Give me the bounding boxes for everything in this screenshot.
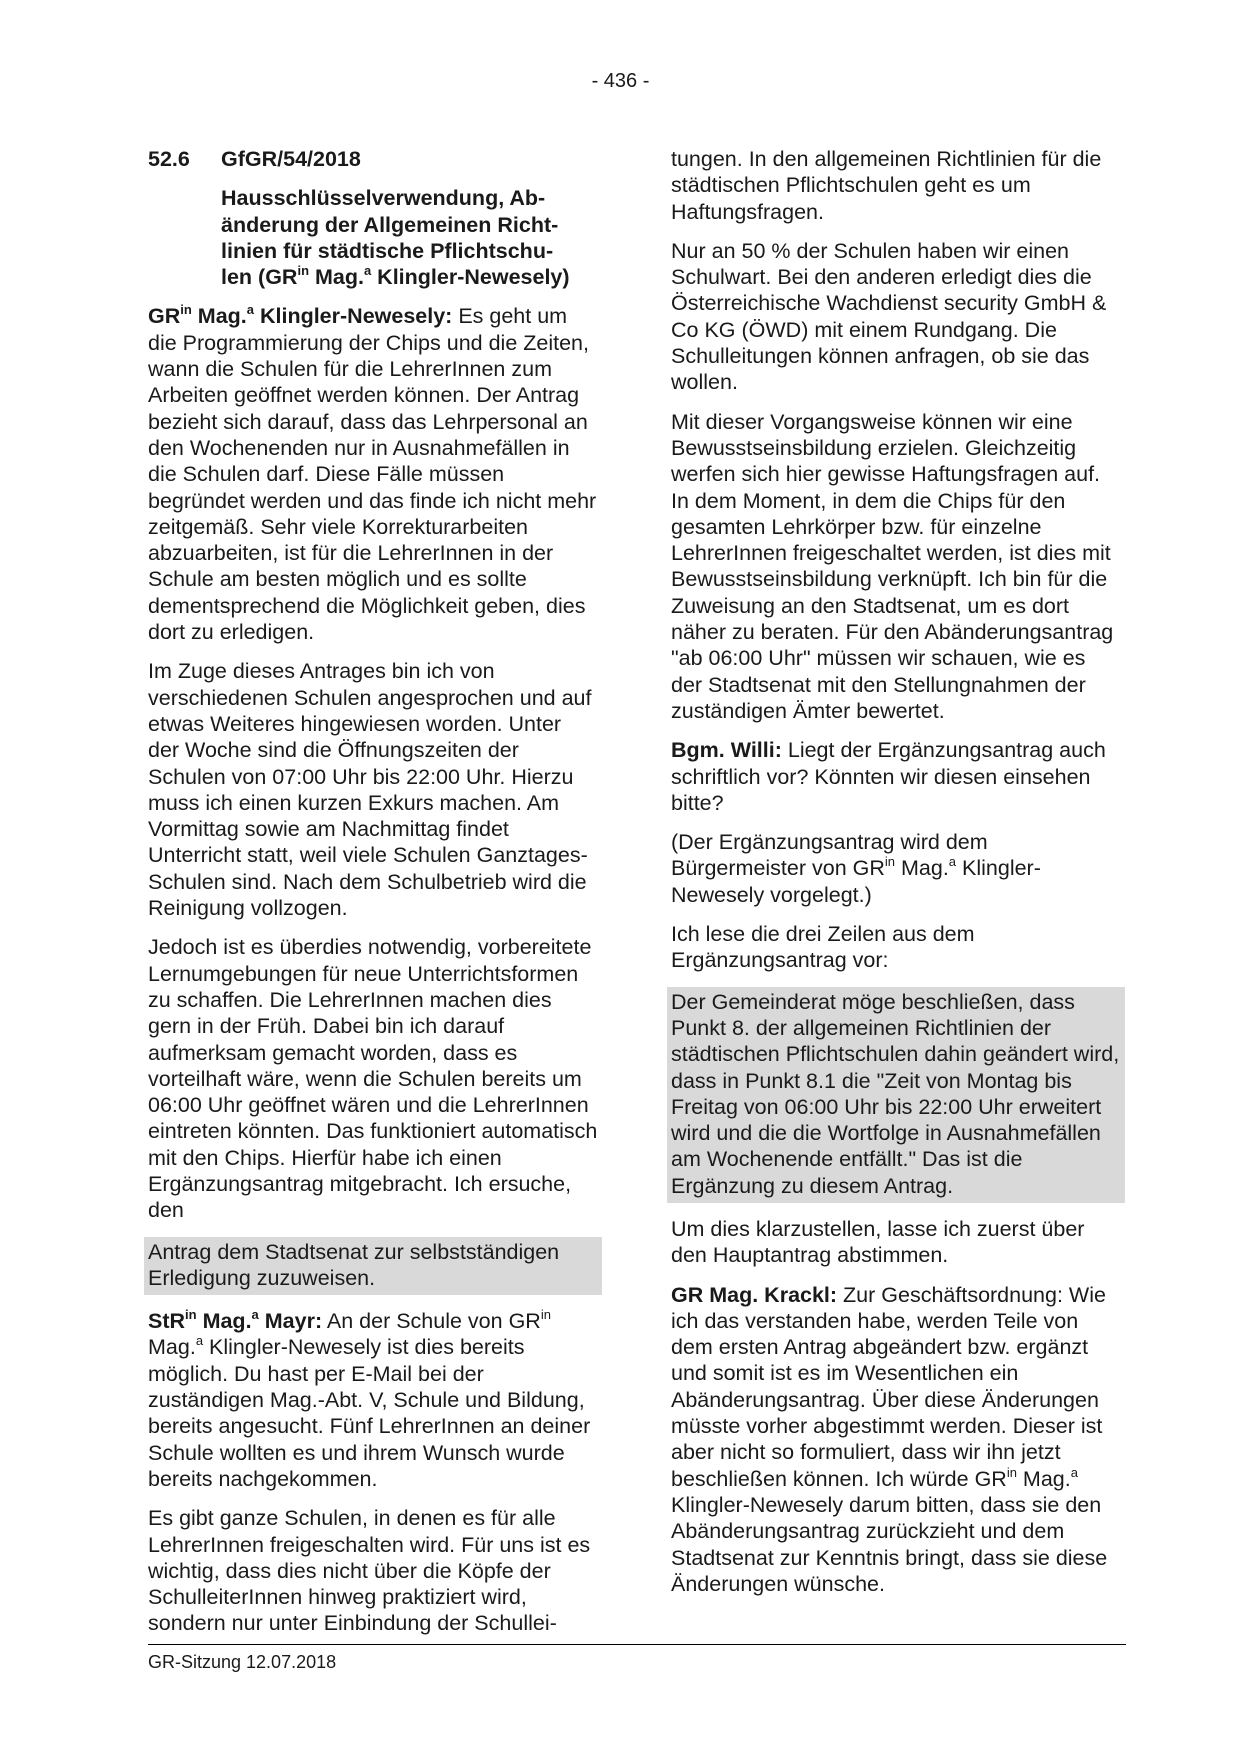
speaker-name: $GR^{in}$ Mag.$^a$ Klingler-Newesely:	[148, 302, 453, 329]
section-number: 52.6	[148, 147, 190, 171]
section-heading	[148, 146, 598, 172]
paragraph-willi	[671, 737, 1121, 816]
paragraph-krackl: GR Mag. Krackl: Zur Geschäftsordnung: Wie ich das verstanden habe, werden Teile von dem ersten Antrag abgeändert bzw. ergänzt und somit ist es im Wesentlichen ein Abänderungsantrag. Über diese Änderungen müsste vorher abgestimmt werden. Dieser ist aber nicht so formuliert, dass wir ihn jetzt beschließen können. Ich würde $GR^{in}$ Mag.$^a$ Klingler-Newesely darum bitten, dass sie den Abänderungsantrag zurückzieht und dem Stadtsenat zur Kenntnis bringt, dass sie diese Änderungen wünsche.	[671, 1282, 1108, 1596]
paragraph-klingler-newesely-1	[148, 303, 598, 645]
superscript: a	[363, 263, 372, 279]
speaker-name: GR Mag. Krackl:	[671, 1282, 838, 1307]
subject-line: änderung der Allgemeinen Richt-	[221, 212, 559, 237]
paragraph-text: Liegt der Ergänzungsantrag auch schriftlich vor? Könnten wir diesen einsehen bitte?	[671, 738, 1106, 815]
amendment-box: Der Gemeinderat möge beschließen, dass Punkt 8. der allgemeinen Richtlinien der städtischen Pflichtschulen dahin geändert wird, dass in Punkt 8.1 die "Zeit von Montag bis Freitag von 06:00 Uhr bis 22:00 Uhr erweitert wird und die die Wortfolge in Ausnahmefällen am Wochenende entfällt." Das ist die Ergänzung zu diesem Antrag.	[667, 987, 1125, 1203]
speaker-name: Bgm. Willi:	[671, 738, 782, 763]
footer-divider	[148, 1644, 1126, 1645]
paragraph: Ich lese die drei Zeilen aus dem Ergänzungsantrag vor:	[671, 922, 975, 973]
left-column	[148, 146, 598, 1650]
motion-box: Antrag dem Stadtsenat zur selbstständigen Erledigung zuzuweisen.	[144, 1237, 602, 1296]
paragraph: tungen. In den allgemeinen Richtlinien für die städtischen Pflichtschulen geht es um Haftungsfragen.	[671, 147, 1102, 224]
paragraph: Mit dieser Vorgangsweise können wir eine Bewusstseinsbildung erzielen. Gleichzeitig werfen sich hier gewisse Haftungsfragen auf. In dem Moment, in dem die Chips für den gesamten Lehrkörper bzw. für einzelne LehrerInnen freigeschaltet werden, ist dies mit Bewusstseinsbildung verknüpft. Ich bin für die Zuweisung an den Stadtsenat, um es dort näher zu beraten. Für den Abänderungsantrag "ab 06:00 Uhr" müssen wir schauen, wie es der Stadtsenat mit den Stellungnahmen der zuständigen Ämter bewertet.	[671, 409, 1114, 723]
superscript: in	[297, 263, 310, 279]
subject-line: len (GR	[221, 265, 298, 290]
subject-line: Mag.	[309, 265, 364, 290]
paragraph: Um dies klarzustellen, lasse ich zuerst über den Hauptantrag abstimmen.	[671, 1216, 1085, 1268]
footer-session-date: GR-Sitzung 12.07.2018	[148, 1652, 337, 1672]
subject-line: Klingler-Newesely)	[371, 265, 570, 290]
page-number: - 436 -	[591, 70, 650, 92]
paragraph-mayr: StR$^{in}$ Mag.$^a$ Mayr: An der Schule von $GR^{in}$ Mag.$^a$ Klingler-Newesely ist dies bereits möglich. Du hast per E-Mail bei der zuständigen Mag.-Abt. V, Schule und Bildung, bereits angesucht. Fünf LehrerInnen an deiner Schule wollten es und ihrem Wunsch wurde bereits nachgekommen.	[148, 1307, 591, 1491]
speaker-name: StR$^{in}$ Mag.$^a$ Mayr:	[148, 1307, 323, 1334]
paragraph: Es gibt ganze Schulen, in denen es für alle LehrerInnen freigeschalten wird. Für uns ist es wichtig, dass dies nicht über die Köpfe der SchulleiterInnen hinweg praktiziert wird, sondern nur unter Einbindung der Schullei-	[148, 1506, 591, 1636]
paragraph-text: Es geht um die Programmierung der Chips und die Zeiten, wann die Schulen für die LehrerInnen zum Arbeiten geöffnet werden können. Der Antrag bezieht sich darauf, dass das Lehrpersonal an den Wochenenden nur in Ausnahmefällen in die Schulen darf. Diese Fälle müssen begründet werden und das finde ich nicht mehr zeitgemäß. Sehr viele Korrekturarbeiten abzuarbeiten, ist für die LehrerInnen in der Schule am besten möglich und es sollte dementsprechend die Möglichkeit geben, dies dort zu erledigen.	[148, 304, 597, 645]
paragraph: Nur an 50 % der Schulen haben wir einen Schulwart. Bei den anderen erledigt dies die Österreichische Wachdienst security GmbH & Co KG (ÖWD) mit einem Rundgang. Die Schulleitungen können anfragen, ob sie das wollen.	[671, 238, 1107, 395]
paragraph: Im Zuge dieses Antrages bin ich von verschiedenen Schulen angesprochen und auf etwas Weiteres hingewiesen worden. Unter der Woche sind die Öffnungszeiten der Schulen von 07:00 Uhr bis 22:00 Uhr. Hierzu muss ich einen kurzen Exkurs machen. Am Vormittag sowie am Nachmittag findet Unterricht statt, weil viele Schulen Ganztages-Schulen sind. Nach dem Schulbetrieb wird die Reinigung vollzogen.	[148, 659, 592, 921]
subject-line: Hausschlüsselverwendung, Ab-	[221, 186, 546, 211]
paragraph: Jedoch ist es überdies notwendig, vorbereitete Lernumgebungen für neue Unterrichtsformen zu schaffen. Die LehrerInnen machen dies gern in der Früh. Dabei bin ich darauf aufmerksam gemacht worden, dass es vorteilhaft wäre, wenn die Schulen bereits um 06:00 Uhr geöffnet wären und die LehrerInnen eintreten könnten. Das funktioniert automatisch mit den Chips. Hierfür habe ich einen Ergänzungsantrag mitgebracht. Ich ersuche, den	[148, 935, 598, 1223]
subject-line: linien für städtische Pflichtschu-	[221, 238, 554, 263]
section-code: GfGR/54/2018	[221, 147, 361, 171]
paragraph-note: (Der Ergänzungsantrag wird dem Bürgermeister von $GR^{in}$ Mag.$^a$ Klingler-Newesely vorgelegt.)	[671, 830, 1041, 907]
section-subject	[221, 185, 598, 290]
right-column	[671, 146, 1121, 1610]
